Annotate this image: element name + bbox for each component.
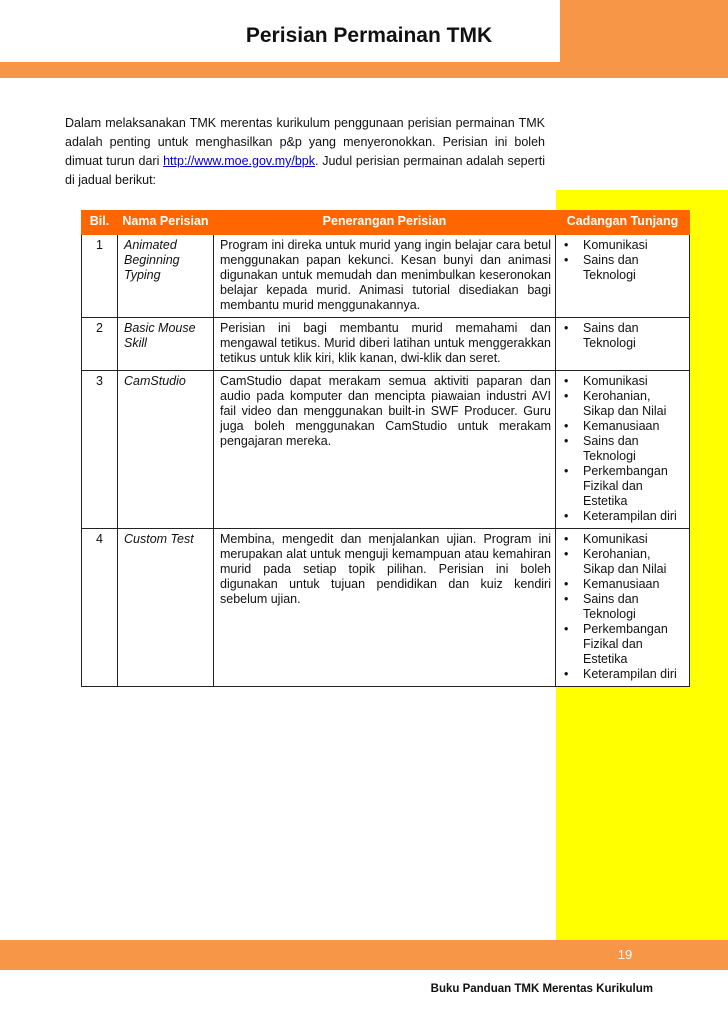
pillar-item: • Keterampilan diri <box>560 509 685 524</box>
row-number: 4 <box>82 529 118 687</box>
software-name: Basic Mouse Skill <box>118 318 214 371</box>
row-number: 1 <box>82 235 118 318</box>
table-row <box>82 371 690 529</box>
intro-text-1: Dalam melaksanakan TMK merentas kurikulum penggunaan perisian permainan TMK adalah penting untuk menghasilkan p&p yang menyeronokkan. Perisian ini boleh dimuat turun dari <box>65 116 545 168</box>
pillar-item: • Kerohanian, Sikap dan Nilai <box>560 547 685 577</box>
row-number: 3 <box>82 371 118 529</box>
header-cadangan: Cadangan Tunjang <box>556 211 690 235</box>
software-description: Program ini direka untuk murid yang ingin belajar cara betul menggunakan papan kekunci. Kesan bunyi dan animasi digunakan untuk memudah dan menimbulkan keseronokan belajar kepada murid. Animasi tutorial disediakan bagi membantu murid menggunakannya. <box>214 235 556 318</box>
intro-paragraph <box>65 114 545 190</box>
pillar-list <box>556 235 690 318</box>
page-number: 19 <box>617 947 633 962</box>
software-name: Animated Beginning Typing <box>118 235 214 318</box>
table-row <box>82 235 690 318</box>
pillar-item: • Komunikasi <box>560 374 685 389</box>
pillar-list <box>556 529 690 687</box>
table-row <box>82 529 690 687</box>
header-nama: Nama Perisian <box>118 211 214 235</box>
pillar-item: • Sains dan Teknologi <box>560 321 685 351</box>
software-description: CamStudio dapat merakam semua aktiviti paparan dan audio pada komputer dan mencipta piawaian industri AVI fail video dan menggunakan built-in SWF Producer. Guru juga boleh menggunakan CamStudio untuk merakam pengajaran mereka. <box>214 371 556 529</box>
pillar-item: • Komunikasi <box>560 532 685 547</box>
software-name: CamStudio <box>118 371 214 529</box>
pillar-item: • Keterampilan diri <box>560 667 685 682</box>
pillar-item: • Kemanusiaan <box>560 419 685 434</box>
pillar-item: • Perkembangan Fizikal dan Estetika <box>560 464 685 509</box>
pillar-item: • Sains dan Teknologi <box>560 253 685 283</box>
table-header-row <box>82 211 690 235</box>
footer-title: Buku Panduan TMK Merentas Kurikulum <box>430 983 653 995</box>
pillar-list <box>556 318 690 371</box>
pillar-item: • Sains dan Teknologi <box>560 592 685 622</box>
pillar-item: • Kerohanian, Sikap dan Nilai <box>560 389 685 419</box>
header-bil: Bil. <box>82 211 118 235</box>
pillar-item: • Komunikasi <box>560 238 685 253</box>
pillar-item: • Sains dan Teknologi <box>560 434 685 464</box>
pillar-item: • Perkembangan Fizikal dan Estetika <box>560 622 685 667</box>
table-row <box>82 318 690 371</box>
page-title: Perisian Permainan TMK <box>245 24 493 47</box>
pillar-list <box>556 371 690 529</box>
intro-text-2: . Judul perisian permainan adalah seperti di jadual berikut: <box>65 154 545 187</box>
software-description: Membina, mengedit dan menjalankan ujian. Program ini merupakan alat untuk menguji kemampuan atau kemahiran murid pada setiap topik pilihan. Perisian ini boleh digunakan untuk tujuan pendidikan dan kuiz kendiri sebelum ujian. <box>214 529 556 687</box>
moe-link[interactable]: http://www.moe.gov.my/bpk <box>163 154 316 168</box>
software-name: Custom Test <box>118 529 214 687</box>
software-description: Perisian ini bagi membantu murid memahami dan mengawal tetikus. Murid diberi latihan untuk menggerakkan tetikus untuk klik kiri, klik kanan, dwi-klik dan seret. <box>214 318 556 371</box>
header-penerangan: Penerangan Perisian <box>214 211 556 235</box>
row-number: 2 <box>82 318 118 371</box>
software-table <box>81 210 690 687</box>
pillar-item: • Kemanusiaan <box>560 577 685 592</box>
